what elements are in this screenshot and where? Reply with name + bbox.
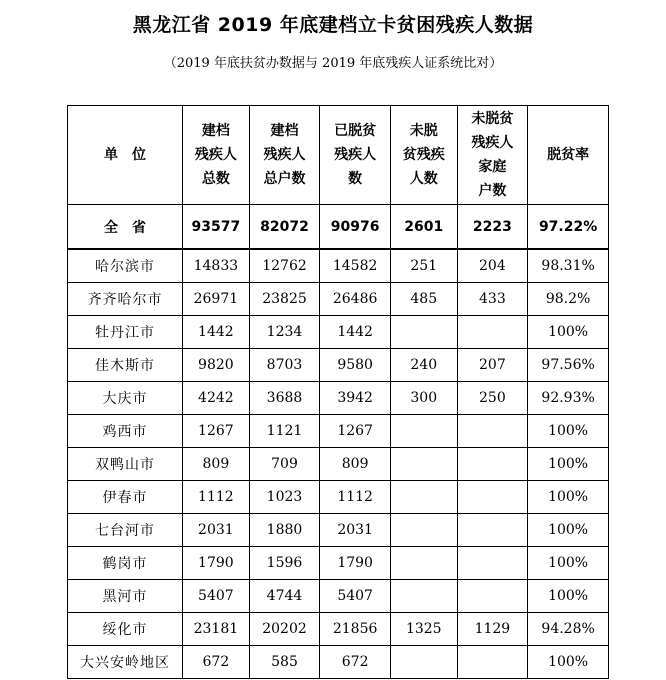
cell-lifted: 21856 (320, 613, 391, 646)
cell-lifted: 809 (320, 448, 391, 481)
header-total-households (249, 106, 320, 205)
cell-rate: 100% (528, 448, 609, 481)
cell-not-lifted-households (457, 580, 528, 613)
cell-not-lifted-households: 207 (457, 349, 528, 382)
header-total-people (183, 106, 250, 205)
table-row (68, 415, 609, 448)
cell-not-lifted-households (457, 481, 528, 514)
cell-not-lifted-households (457, 646, 528, 679)
cell-total-households: 1023 (249, 481, 320, 514)
cell-total-people: 1790 (183, 547, 250, 580)
cell-total-people: 14833 (183, 249, 250, 283)
cell-not-lifted (390, 580, 457, 613)
header-line: 人数 (409, 171, 438, 187)
cell-lifted: 2031 (320, 514, 391, 547)
cell-rate: 97.56% (528, 349, 609, 382)
cell-unit: 大兴安岭地区 (68, 646, 183, 679)
cell-rate: 100% (528, 646, 609, 679)
table-row (68, 316, 609, 349)
cell-rate: 92.93% (528, 382, 609, 415)
data-table (67, 105, 609, 679)
table-row (68, 382, 609, 415)
cell-total-people: 2031 (183, 514, 250, 547)
cell-total-households: 1121 (249, 415, 320, 448)
cell-total-people: 5407 (183, 580, 250, 613)
table-row (68, 547, 609, 580)
table-row (68, 249, 609, 283)
total-lifted: 90976 (320, 205, 391, 250)
cell-unit: 佳木斯市 (68, 349, 183, 382)
cell-not-lifted-households: 204 (457, 249, 528, 283)
header-line: 残疾人 (471, 135, 514, 151)
cell-not-lifted (390, 316, 457, 349)
cell-rate: 98.2% (528, 283, 609, 316)
cell-lifted: 1112 (320, 481, 391, 514)
header-line: 贫残疾 (402, 147, 445, 163)
cell-not-lifted-households: 1129 (457, 613, 528, 646)
header-line: 已脱贫 (334, 123, 377, 139)
table-row (68, 514, 609, 547)
total-not-lifted-households: 2223 (457, 205, 528, 250)
cell-total-households: 4744 (249, 580, 320, 613)
cell-total-households: 8703 (249, 349, 320, 382)
cell-lifted: 5407 (320, 580, 391, 613)
header-line: 建档 (201, 123, 230, 139)
cell-not-lifted (390, 415, 457, 448)
table-row (68, 349, 609, 382)
table-row (68, 448, 609, 481)
total-not-lifted: 2601 (390, 205, 457, 250)
header-not-lifted (390, 106, 457, 205)
cell-total-households: 23825 (249, 283, 320, 316)
cell-lifted: 26486 (320, 283, 391, 316)
header-line: 未脱 (409, 123, 438, 139)
cell-lifted: 9580 (320, 349, 391, 382)
cell-unit: 哈尔滨市 (68, 249, 183, 283)
header-line: 未脱贫 (471, 111, 514, 127)
cell-total-people: 26971 (183, 283, 250, 316)
header-line: 残疾人 (334, 147, 377, 163)
total-people: 93577 (183, 205, 250, 250)
cell-unit: 七台河市 (68, 514, 183, 547)
cell-total-people: 4242 (183, 382, 250, 415)
cell-rate: 100% (528, 316, 609, 349)
cell-rate: 100% (528, 415, 609, 448)
cell-lifted: 3942 (320, 382, 391, 415)
header-line: 残疾人 (263, 147, 306, 163)
header-line: 建档 (270, 123, 299, 139)
cell-not-lifted (390, 547, 457, 580)
total-rate: 97.22% (528, 205, 609, 250)
table-row (68, 613, 609, 646)
header-line: 总数 (201, 171, 230, 187)
cell-lifted: 1267 (320, 415, 391, 448)
cell-not-lifted-households: 433 (457, 283, 528, 316)
cell-not-lifted-households (457, 448, 528, 481)
cell-not-lifted (390, 448, 457, 481)
header-not-lifted-households (457, 106, 528, 205)
cell-unit: 绥化市 (68, 613, 183, 646)
cell-not-lifted-households (457, 415, 528, 448)
header-line: 户数 (478, 183, 507, 199)
cell-not-lifted-households (457, 514, 528, 547)
total-row (68, 205, 609, 250)
cell-rate: 100% (528, 580, 609, 613)
header-line: 残疾人 (194, 147, 237, 163)
cell-unit: 鹤岗市 (68, 547, 183, 580)
header-rate (528, 106, 609, 205)
cell-total-people: 23181 (183, 613, 250, 646)
cell-total-households: 20202 (249, 613, 320, 646)
cell-unit: 黑河市 (68, 580, 183, 613)
cell-total-households: 1880 (249, 514, 320, 547)
cell-not-lifted (390, 514, 457, 547)
header-line: 家庭 (478, 159, 507, 175)
table-row (68, 580, 609, 613)
cell-not-lifted: 300 (390, 382, 457, 415)
cell-total-households: 3688 (249, 382, 320, 415)
total-households: 82072 (249, 205, 320, 250)
table-row (68, 283, 609, 316)
header-row (68, 106, 609, 205)
cell-total-people: 9820 (183, 349, 250, 382)
cell-total-people: 809 (183, 448, 250, 481)
cell-unit: 伊春市 (68, 481, 183, 514)
total-unit: 全 省 (68, 205, 183, 250)
cell-rate: 98.31% (528, 249, 609, 283)
cell-not-lifted (390, 481, 457, 514)
cell-not-lifted-households (457, 316, 528, 349)
cell-total-people: 1267 (183, 415, 250, 448)
cell-lifted: 1790 (320, 547, 391, 580)
cell-not-lifted-households (457, 547, 528, 580)
cell-lifted: 1442 (320, 316, 391, 349)
cell-unit: 双鸭山市 (68, 448, 183, 481)
table-row (68, 481, 609, 514)
cell-total-households: 1234 (249, 316, 320, 349)
cell-total-households: 709 (249, 448, 320, 481)
cell-rate: 100% (528, 514, 609, 547)
cell-unit: 齐齐哈尔市 (68, 283, 183, 316)
cell-not-lifted: 1325 (390, 613, 457, 646)
cell-total-households: 1596 (249, 547, 320, 580)
cell-total-households: 585 (249, 646, 320, 679)
cell-unit: 大庆市 (68, 382, 183, 415)
cell-total-households: 12762 (249, 249, 320, 283)
cell-rate: 100% (528, 547, 609, 580)
header-unit: 单 位 (68, 106, 183, 205)
cell-not-lifted-households: 250 (457, 382, 528, 415)
cell-not-lifted: 485 (390, 283, 457, 316)
header-line: 总户数 (263, 171, 306, 187)
cell-not-lifted: 251 (390, 249, 457, 283)
cell-lifted: 14582 (320, 249, 391, 283)
cell-total-people: 1442 (183, 316, 250, 349)
table-row (68, 646, 609, 679)
cell-rate: 100% (528, 481, 609, 514)
cell-lifted: 672 (320, 646, 391, 679)
cell-total-people: 1112 (183, 481, 250, 514)
header-line: 数 (348, 171, 363, 187)
cell-not-lifted (390, 646, 457, 679)
cell-rate: 94.28% (528, 613, 609, 646)
header-lifted (320, 106, 391, 205)
cell-not-lifted: 240 (390, 349, 457, 382)
header-line: 脱贫率 (547, 147, 590, 163)
document-subtitle: （2019 年底扶贫办数据与 2019 年底残疾人证系统比对） (163, 56, 503, 71)
cell-unit: 牡丹江市 (68, 316, 183, 349)
cell-unit: 鸡西市 (68, 415, 183, 448)
document-title: 黑龙江省 2019 年底建档立卡贫困残疾人数据 (132, 14, 534, 36)
cell-total-people: 672 (183, 646, 250, 679)
